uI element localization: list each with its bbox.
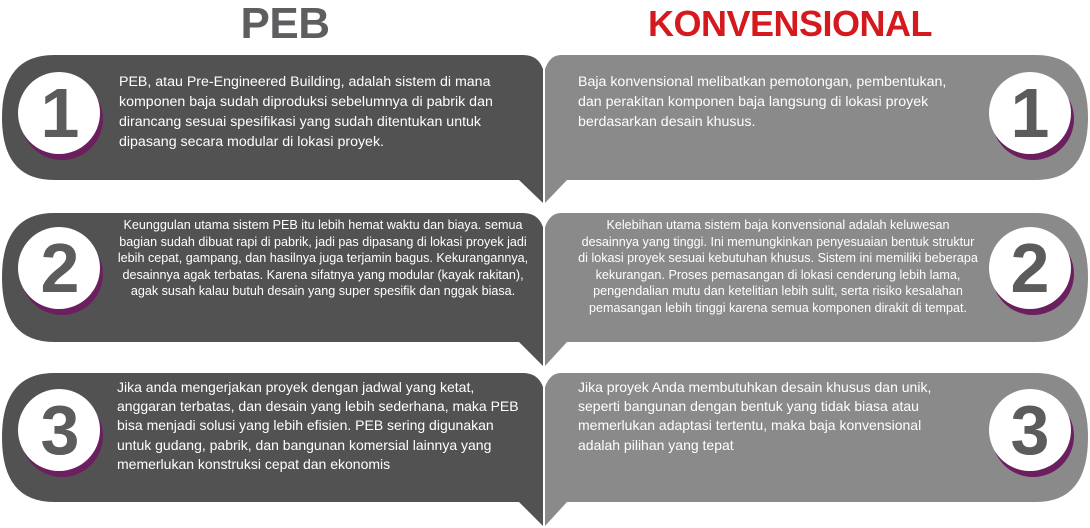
- konvensional-heading: KONVENSIONAL: [647, 3, 933, 44]
- peb-number-3: 3: [40, 391, 80, 469]
- konvensional-number-3: 3: [1010, 391, 1050, 469]
- konvensional-number-2: 2: [1010, 229, 1050, 307]
- peb-text-1: PEB, atau Pre-Engineered Building, adalah sistem di mana komponen baja sudah diproduksi sebelumnya di pabrik dan dirancang sesuai spesifikasi yang sudah ditentukan untuk dipasang secara modular di lokasi proyek.: [119, 74, 493, 150]
- konvensional-text-2: Kelebihan utama sistem baja konvensional adalah keluwesan desainnya yang tinggi. Ini memungkinkan penyesuaian bentuk struktur di lokasi proyek sesuai kebutuhan khusus. Sistem ini memiliki beberapa kekurangan. Proses pemasangan di lokasi cenderung lebih lama, pengendalian mutu dan ketelitian lebih sulit, serta risiko kesalahan pemasangan lebih tinggi karena semua komponen dirakit di tempat.: [578, 218, 978, 315]
- peb-number-1: 1: [40, 74, 80, 152]
- peb-text-2: Keunggulan utama sistem PEB itu lebih hemat waktu dan biaya. semua bagian sudah dibuat rapi di pabrik, jadi pas dipasang di lokasi proyek jadi lebih cepat, gampang, dan hasilnya juga terjamin bagus. Kekurangannya, desainnya agak terbatas. Karena sifatnya yang modular (kayak rakitan), agak susah kalau butuh desain yang super spesifik dan nggak biasa.: [117, 218, 529, 299]
- konvensional-number-1: 1: [1010, 74, 1050, 152]
- peb-text-3: Jika anda mengerjakan proyek dengan jadwal yang ketat, anggaran terbatas, dan desain yang lebih sederhana, maka PEB bisa menjadi solusi yang lebih efisien. PEB sering digunakan untuk gudang, pabrik, dan bangunan komersial lainnya yang memerlukan konstruksi cepat dan ekonomis: [117, 379, 519, 472]
- peb-heading: PEB: [240, 0, 330, 48]
- konvensional-text-1: Baja konvensional melibatkan pemotongan, pembentukan, dan perakitan komponen baja langsung di lokasi proyek berdasarkan desain khusus.: [578, 74, 947, 130]
- konvensional-text-3: Jika proyek Anda membutuhkan desain khusus dan unik, seperti bangunan dengan bentuk yang tidak biasa atau memerlukan adaptasi tertentu, maka baja konvensional adalah pilihan yang tepat: [578, 379, 932, 453]
- peb-number-2: 2: [40, 229, 80, 307]
